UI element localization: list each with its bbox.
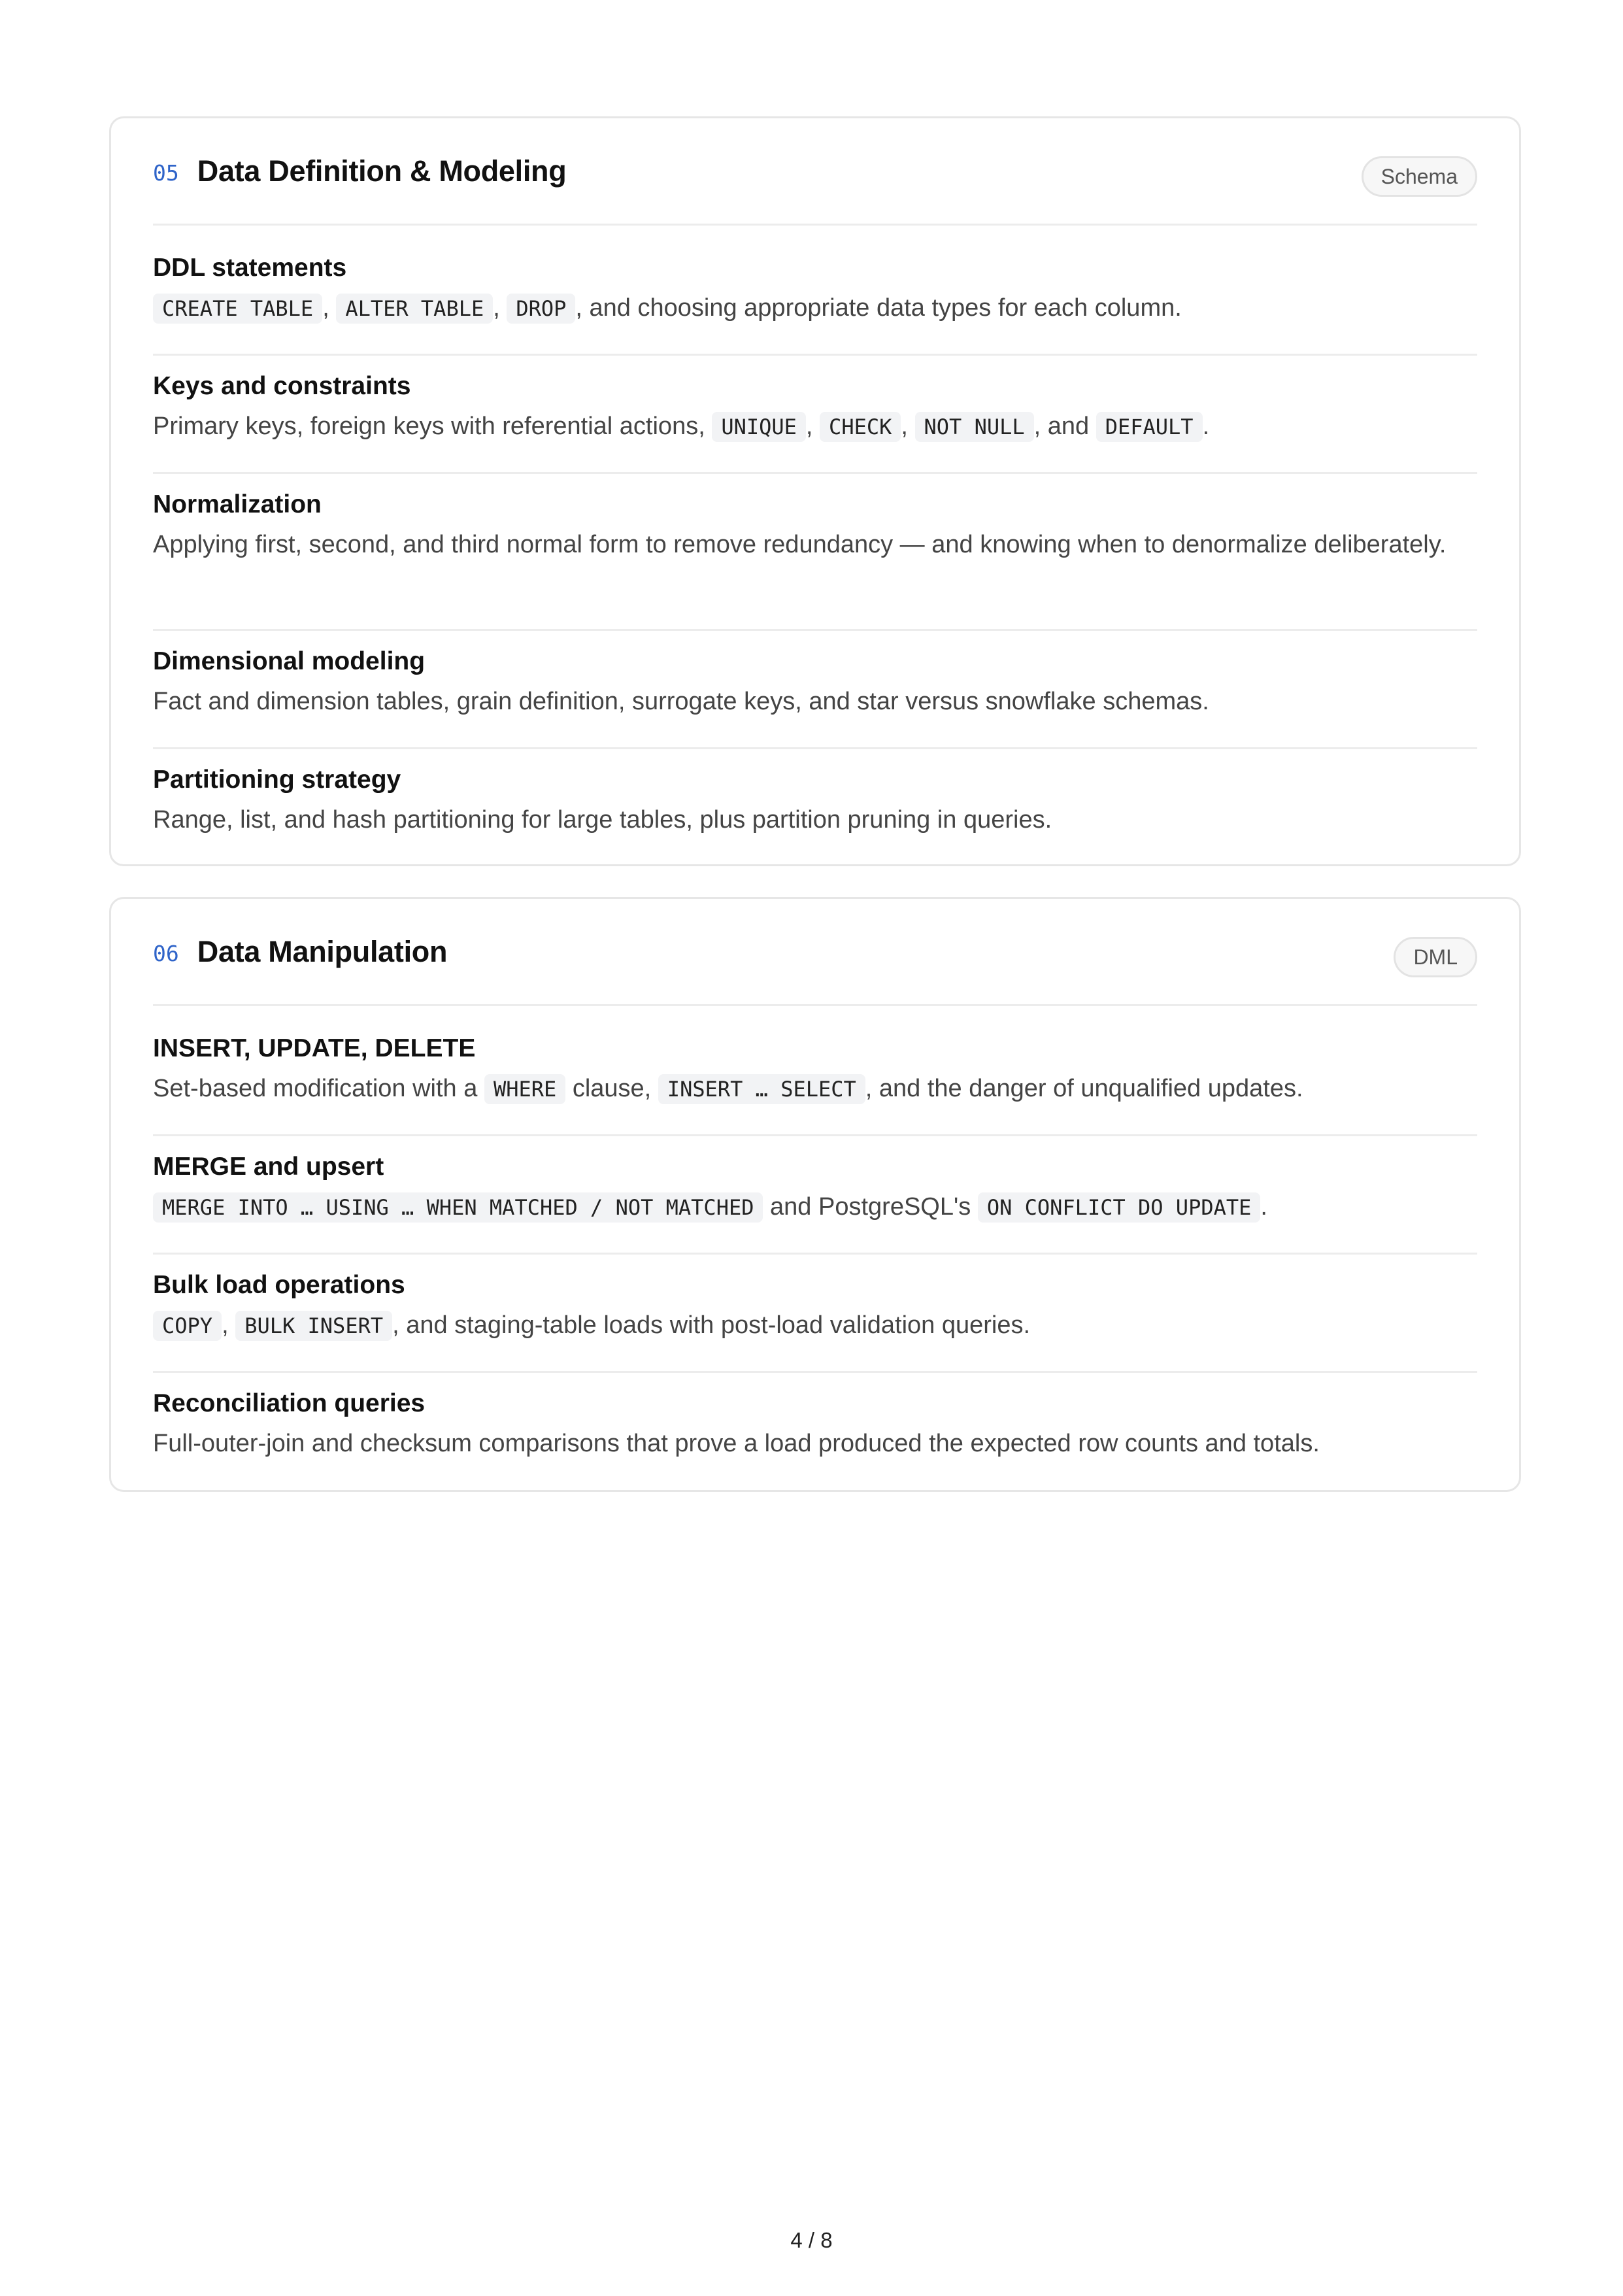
topic-item-insert-update-delete (153, 1018, 1477, 1136)
topic-description (153, 290, 1477, 328)
topic-item-ddl-statements (153, 237, 1477, 356)
inline-code: DEFAULT (1096, 412, 1203, 442)
section-card-data-manipulation (109, 897, 1521, 1492)
inline-code: INSERT … SELECT (658, 1074, 865, 1104)
topic-description (153, 408, 1477, 446)
section-tag-badge: Schema (1362, 156, 1477, 197)
description-text: Fact and dimension tables, grain definition, surrogate keys, and star versus snowflake schemas. (153, 688, 1209, 715)
topic-item-merge-upsert (153, 1136, 1477, 1255)
topic-item-dimensional-modeling (153, 631, 1477, 749)
inline-code: BULK INSERT (235, 1311, 392, 1341)
description-text: , and the danger of unqualified updates. (865, 1075, 1303, 1102)
inline-code: UNIQUE (712, 412, 806, 442)
description-text: , (222, 1311, 236, 1339)
topic-title: INSERT, UPDATE, DELETE (153, 1034, 476, 1062)
description-text: and PostgreSQL's (763, 1193, 978, 1221)
topic-title: Partitioning strategy (153, 766, 401, 794)
topic-item-reconciliation-queries (153, 1373, 1477, 1491)
topic-item-partitioning-strategy (153, 749, 1477, 868)
description-text: Primary keys, foreign keys with referential actions, (153, 413, 712, 440)
topic-item-keys-constraints (153, 356, 1477, 474)
topic-description (153, 526, 1477, 564)
topic-description (153, 1307, 1477, 1345)
topic-item-normalization (153, 474, 1477, 631)
section-title: Data Definition & Modeling (197, 154, 567, 188)
inline-code: COPY (153, 1311, 222, 1341)
inline-code: ON CONFLICT DO UPDATE (978, 1192, 1261, 1223)
page-number: 4 / 8 (790, 2228, 833, 2252)
topic-description (153, 1070, 1477, 1108)
description-text: . (1202, 413, 1210, 440)
section-header (153, 899, 1477, 1006)
inline-code: MERGE INTO … USING … WHEN MATCHED / NOT MATCHED (153, 1192, 763, 1223)
description-text: clause, (565, 1075, 658, 1102)
description-text: , (901, 413, 915, 440)
topic-title: Normalization (153, 490, 322, 518)
description-text: , (493, 294, 507, 322)
description-text: , and (1033, 413, 1096, 440)
section-tag-badge: DML (1394, 937, 1477, 977)
description-text: , (805, 413, 820, 440)
section-number: 06 (153, 941, 179, 966)
topic-description (153, 1189, 1477, 1226)
inline-code: ALTER TABLE (336, 294, 493, 324)
topic-title: MERGE and upsert (153, 1153, 384, 1181)
description-text: Set-based modification with a (153, 1075, 484, 1102)
inline-code: WHERE (484, 1074, 565, 1104)
inline-code: NOT NULL (915, 412, 1034, 442)
topic-title: Reconciliation queries (153, 1389, 426, 1417)
description-text: . (1260, 1193, 1267, 1221)
description-text: , and choosing appropriate data types for each column. (575, 294, 1182, 322)
inline-code: CHECK (820, 412, 901, 442)
topic-title: DDL statements (153, 254, 347, 282)
topic-description (153, 683, 1477, 720)
topic-item-bulk-load (153, 1255, 1477, 1373)
inline-code: DROP (507, 294, 575, 324)
description-text: Range, list, and hash partitioning for large tables, plus partition pruning in queries. (153, 806, 1052, 834)
topic-description (153, 802, 1477, 839)
topic-title: Bulk load operations (153, 1271, 405, 1299)
section-number: 05 (153, 160, 179, 186)
section-card-data-definition (109, 116, 1521, 866)
description-text: , (322, 294, 337, 322)
topic-title: Dimensional modeling (153, 647, 426, 675)
topic-title: Keys and constraints (153, 372, 411, 400)
description-text: Applying first, second, and third normal form to remove redundancy — and knowing when to denormalize deliberately. (153, 531, 1447, 558)
description-text: , and staging-table loads with post-load validation queries. (392, 1311, 1031, 1339)
topic-description (153, 1425, 1477, 1462)
section-title: Data Manipulation (197, 934, 448, 968)
description-text: Full-outer-join and checksum comparisons that prove a load produced the expected row counts and totals. (153, 1430, 1320, 1457)
section-header (153, 118, 1477, 226)
inline-code: CREATE TABLE (153, 294, 322, 324)
